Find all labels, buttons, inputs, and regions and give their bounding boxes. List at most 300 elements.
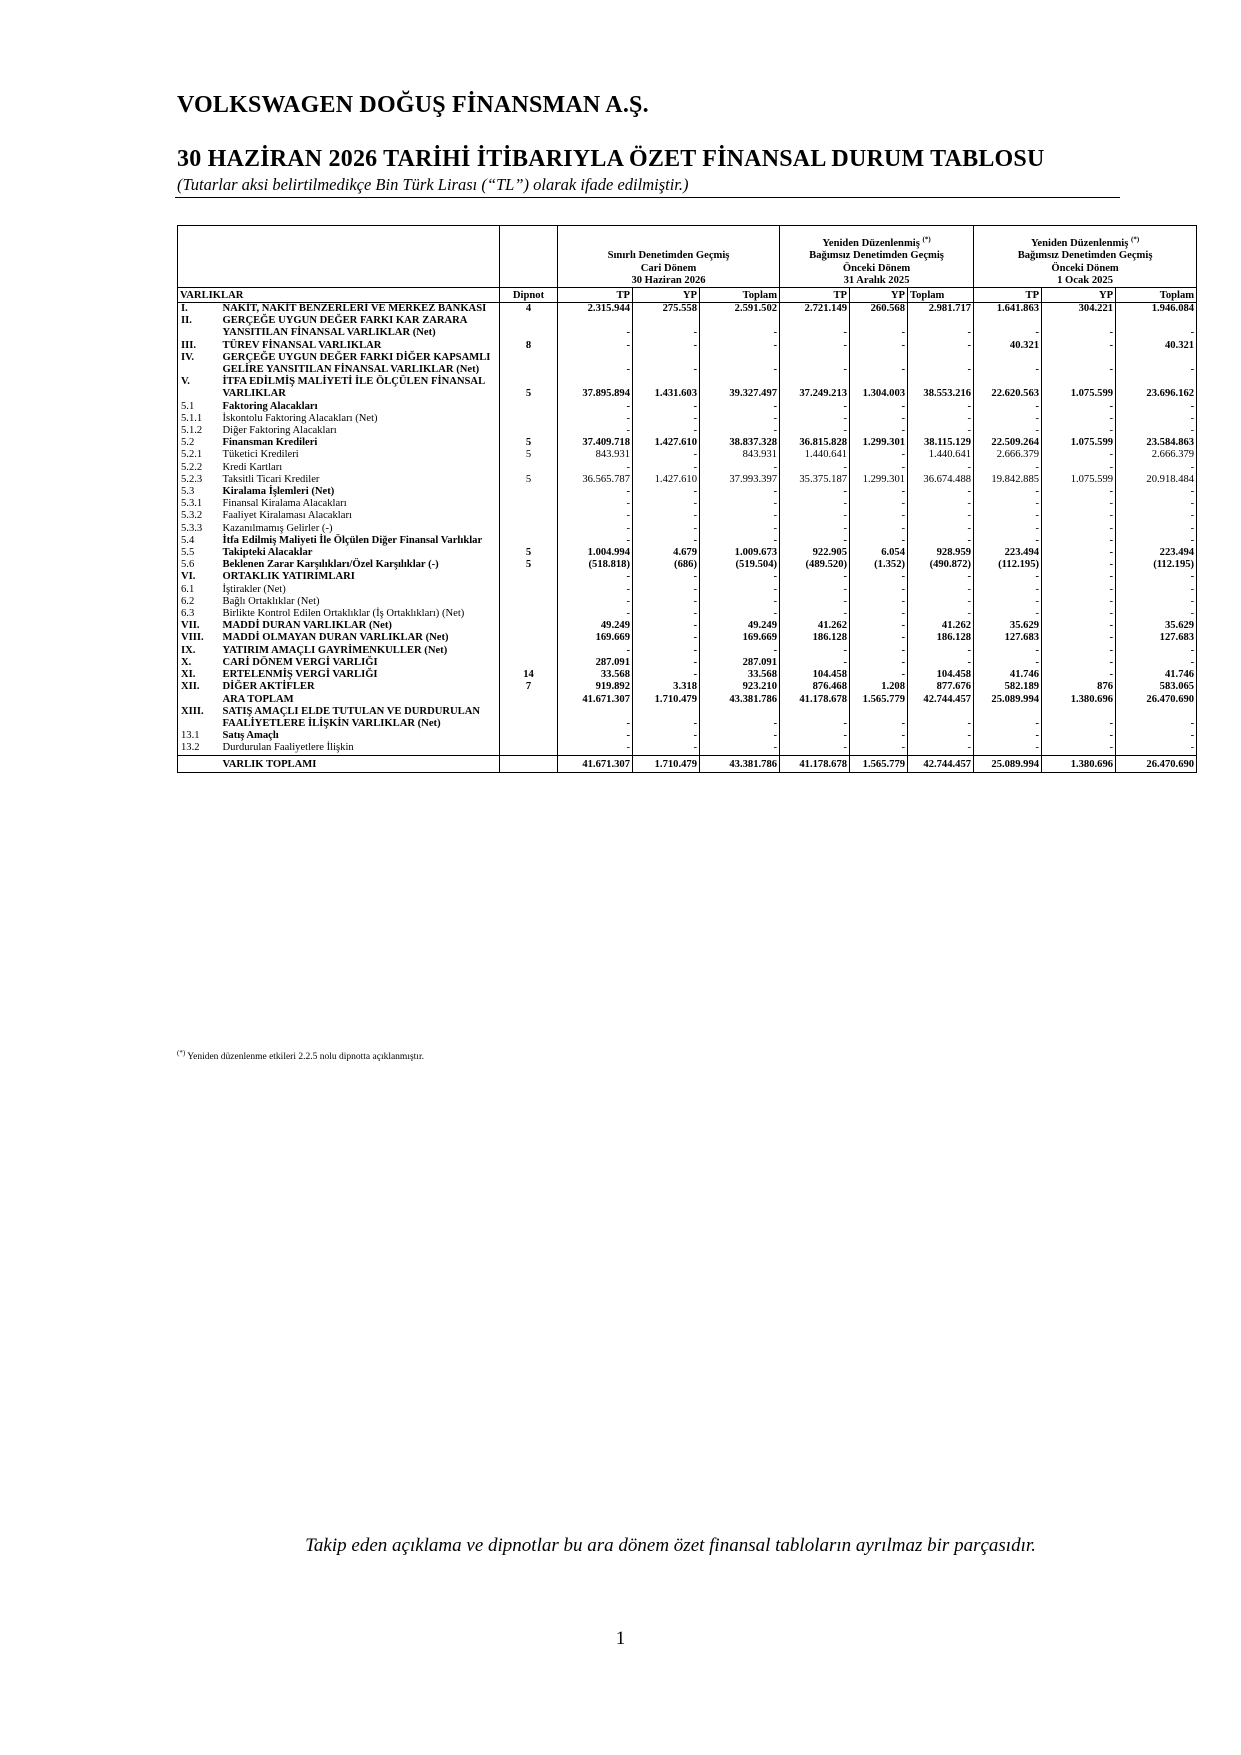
- row-value: -: [850, 596, 908, 608]
- row-value: -: [1116, 315, 1197, 339]
- row-value: -: [700, 523, 780, 535]
- row-value: -: [1042, 462, 1116, 474]
- header-tp: TP: [974, 288, 1042, 303]
- row-value: -: [1116, 742, 1197, 755]
- total-dipnot: [500, 755, 558, 772]
- row-label: Satış Amaçlı: [222, 730, 279, 742]
- row-value: -: [1042, 645, 1116, 657]
- row-value: -: [1116, 425, 1197, 437]
- row-value: -: [558, 425, 633, 437]
- row-value: 37.993.397: [700, 474, 780, 486]
- row-code: 13.1: [178, 730, 221, 742]
- row-value: 38.115.129: [908, 437, 974, 449]
- row-value: 260.568: [850, 303, 908, 316]
- row-value: -: [633, 596, 700, 608]
- row-value: -: [780, 730, 850, 742]
- table-row: [178, 340, 1197, 352]
- row-value: -: [974, 510, 1042, 522]
- row-value: -: [908, 608, 974, 620]
- row-value: -: [1116, 401, 1197, 413]
- row-code: XII.: [178, 681, 221, 693]
- row-dipnot: [500, 498, 558, 510]
- table-row: [178, 486, 1197, 498]
- row-label: Kazanılmamış Gelirler (-): [222, 522, 333, 534]
- row-value: 1.946.084: [1116, 303, 1197, 316]
- row-label: Kiralama İşlemleri (Net): [222, 486, 335, 498]
- row-dipnot: [500, 352, 558, 376]
- row-code: 5.3: [178, 486, 221, 498]
- row-value: -: [974, 352, 1042, 376]
- row-value: 23.696.162: [1116, 376, 1197, 400]
- row-value: -: [558, 596, 633, 608]
- row-code: VII.: [178, 620, 221, 632]
- row-value: -: [974, 742, 1042, 755]
- row-value: 1.299.301: [850, 437, 908, 449]
- total-label: VARLIK TOPLAMI: [221, 755, 500, 772]
- table-row: [178, 742, 1197, 755]
- row-dipnot: [500, 401, 558, 413]
- table-row: [178, 413, 1197, 425]
- row-value: -: [1116, 657, 1197, 669]
- row-value: -: [850, 608, 908, 620]
- row-value: 41.671.307: [558, 694, 633, 706]
- row-code: XIII.: [178, 706, 221, 730]
- row-value: -: [780, 510, 850, 522]
- row-dipnot: 5: [500, 437, 558, 449]
- row-value: 2.721.149: [780, 303, 850, 316]
- total-value: 25.089.994: [974, 755, 1042, 772]
- row-value: -: [1042, 596, 1116, 608]
- row-value: -: [700, 425, 780, 437]
- row-value: 40.321: [1116, 340, 1197, 352]
- row-label: Faktoring Alacakları: [222, 400, 318, 412]
- row-value: 304.221: [1042, 303, 1116, 316]
- row-value: 49.249: [700, 620, 780, 632]
- row-value: -: [974, 401, 1042, 413]
- row-value: -: [974, 523, 1042, 535]
- row-value: -: [633, 352, 700, 376]
- row-value: -: [558, 571, 633, 583]
- row-value: -: [1042, 449, 1116, 461]
- row-label: DİĞER AKTİFLER: [222, 681, 315, 693]
- header-total: Toplam: [908, 288, 974, 303]
- row-value: -: [850, 706, 908, 730]
- row-value: -: [850, 730, 908, 742]
- row-label: Tüketici Kredileri: [222, 449, 299, 461]
- row-value: -: [850, 498, 908, 510]
- row-value: -: [558, 742, 633, 755]
- row-value: -: [633, 413, 700, 425]
- row-value: 843.931: [558, 449, 633, 461]
- row-value: 33.568: [558, 669, 633, 681]
- row-value: -: [780, 535, 850, 547]
- row-value: -: [1116, 596, 1197, 608]
- row-value: -: [974, 645, 1042, 657]
- row-code: IV.: [178, 352, 221, 376]
- footnote-mark: (*): [922, 235, 931, 244]
- row-value: -: [558, 352, 633, 376]
- row-value: 38.837.328: [700, 437, 780, 449]
- row-dipnot: [500, 523, 558, 535]
- row-value: -: [558, 535, 633, 547]
- row-value: -: [700, 498, 780, 510]
- row-dipnot: [500, 632, 558, 644]
- table-row: [178, 571, 1197, 583]
- row-value: -: [1042, 510, 1116, 522]
- row-value: -: [633, 730, 700, 742]
- row-dipnot: [500, 486, 558, 498]
- row-value: -: [908, 535, 974, 547]
- row-value: 36.815.828: [780, 437, 850, 449]
- bottom-note: Takip eden açıklama ve dipnotlar bu ara dönem özet finansal tabloların ayrılmaz bir parçasıdır.: [305, 1535, 1036, 1556]
- row-value: -: [1116, 608, 1197, 620]
- row-label: TÜREV FİNANSAL VARLIKLAR: [222, 339, 382, 351]
- row-value: -: [633, 669, 700, 681]
- row-code: III.: [178, 340, 221, 352]
- row-value: (112.195): [974, 559, 1042, 571]
- header-dipnot: Dipnot: [500, 288, 558, 303]
- row-value: -: [850, 669, 908, 681]
- row-label: GERÇEĞE UYGUN DEĞER FARKI DİĞER KAPSAMLI GELİRE YANSITILAN FİNANSAL VARLIKLAR (Net): [222, 351, 491, 376]
- row-value: -: [850, 620, 908, 632]
- row-label: NAKİT, NAKİT BENZERLERİ VE MERKEZ BANKASI: [222, 303, 487, 314]
- row-dipnot: 14: [500, 669, 558, 681]
- row-value: -: [908, 706, 974, 730]
- table-row: [178, 315, 1197, 339]
- total-value: 41.671.307: [558, 755, 633, 772]
- row-value: -: [700, 645, 780, 657]
- header-yp: YP: [1042, 288, 1116, 303]
- row-code: 6.1: [178, 584, 221, 596]
- row-value: -: [974, 462, 1042, 474]
- row-value: -: [850, 462, 908, 474]
- row-value: 41.746: [1116, 669, 1197, 681]
- row-code: 5.3.2: [178, 510, 221, 522]
- row-label: Diğer Faktoring Alacakları: [222, 425, 337, 437]
- table-row: [178, 352, 1197, 376]
- row-value: 41.178.678: [780, 694, 850, 706]
- row-value: 33.568: [700, 669, 780, 681]
- row-value: 876.468: [780, 681, 850, 693]
- row-value: -: [1042, 315, 1116, 339]
- row-value: -: [558, 413, 633, 425]
- footnote: [177, 1048, 424, 1062]
- table-row: [178, 535, 1197, 547]
- row-value: -: [780, 413, 850, 425]
- row-value: -: [558, 510, 633, 522]
- row-value: -: [974, 608, 1042, 620]
- row-value: -: [850, 657, 908, 669]
- row-value: 42.744.457: [908, 694, 974, 706]
- table-row: [178, 437, 1197, 449]
- row-value: -: [974, 596, 1042, 608]
- row-value: 1.427.610: [633, 437, 700, 449]
- row-code: 5.1.2: [178, 425, 221, 437]
- row-value: 1.431.603: [633, 376, 700, 400]
- row-value: 1.427.610: [633, 474, 700, 486]
- row-dipnot: [500, 742, 558, 755]
- row-value: -: [974, 730, 1042, 742]
- footnote-mark: (*): [1131, 235, 1140, 244]
- row-value: (490.872): [908, 559, 974, 571]
- row-value: 35.375.187: [780, 474, 850, 486]
- row-code: VI.: [178, 571, 221, 583]
- row-value: -: [700, 413, 780, 425]
- row-dipnot: [500, 596, 558, 608]
- row-dipnot: [500, 657, 558, 669]
- row-value: -: [700, 706, 780, 730]
- row-code: 5.3.3: [178, 523, 221, 535]
- row-value: 20.918.484: [1116, 474, 1197, 486]
- row-value: -: [850, 413, 908, 425]
- row-label: Kredi Kartları: [222, 461, 283, 473]
- header-group-prior-dec: [780, 226, 974, 288]
- row-value: 19.842.885: [974, 474, 1042, 486]
- row-value: 104.458: [780, 669, 850, 681]
- table-row: [178, 510, 1197, 522]
- row-value: -: [1042, 498, 1116, 510]
- row-value: -: [780, 742, 850, 755]
- row-code: I.: [178, 303, 221, 316]
- row-value: -: [633, 584, 700, 596]
- row-value: 4.679: [633, 547, 700, 559]
- row-value: -: [633, 742, 700, 755]
- row-value: -: [908, 462, 974, 474]
- header-tp: TP: [780, 288, 850, 303]
- row-value: -: [700, 462, 780, 474]
- total-value: 1.710.479: [633, 755, 700, 772]
- row-value: 22.620.563: [974, 376, 1042, 400]
- row-value: 127.683: [974, 632, 1042, 644]
- header-yp: YP: [633, 288, 700, 303]
- row-value: -: [1042, 584, 1116, 596]
- balance-sheet-table: [177, 225, 1197, 773]
- row-value: -: [908, 742, 974, 755]
- page-title: 30 HAZİRAN 2026 TARİHİ İTİBARIYLA ÖZET FİNANSAL DURUM TABLOSU: [177, 146, 1045, 172]
- row-dipnot: [500, 645, 558, 657]
- row-dipnot: [500, 584, 558, 596]
- row-value: -: [908, 571, 974, 583]
- balance-sheet-table-wrap: [177, 225, 1196, 773]
- row-value: -: [558, 645, 633, 657]
- row-value: 23.584.863: [1116, 437, 1197, 449]
- row-value: -: [1116, 571, 1197, 583]
- row-value: 3.318: [633, 681, 700, 693]
- table-row: [178, 706, 1197, 730]
- table-row: [178, 376, 1197, 400]
- row-value: 169.669: [558, 632, 633, 644]
- row-value: 1.304.003: [850, 376, 908, 400]
- row-value: -: [1042, 340, 1116, 352]
- group-prior-dec-line2: Bağımsız Denetimden Geçmiş: [809, 250, 944, 262]
- row-value: -: [908, 657, 974, 669]
- row-value: -: [850, 510, 908, 522]
- row-value: 26.470.690: [1116, 694, 1197, 706]
- row-dipnot: 5: [500, 547, 558, 559]
- row-value: 22.509.264: [974, 437, 1042, 449]
- row-value: -: [780, 645, 850, 657]
- row-value: -: [558, 315, 633, 339]
- row-dipnot: [500, 510, 558, 522]
- row-code: 5.4: [178, 535, 221, 547]
- group-current-line2: Sınırlı Denetimden Geçmiş: [607, 250, 730, 262]
- row-value: 923.210: [700, 681, 780, 693]
- row-value: -: [780, 523, 850, 535]
- row-value: -: [558, 498, 633, 510]
- row-value: 41.746: [974, 669, 1042, 681]
- row-value: 843.931: [700, 449, 780, 461]
- row-value: -: [1116, 645, 1197, 657]
- footnote-text: Yeniden düzenlenme etkileri 2.2.5 nolu dipnotta açıklanmıştır.: [187, 1052, 424, 1062]
- total-value: 41.178.678: [780, 755, 850, 772]
- row-value: -: [908, 340, 974, 352]
- row-value: -: [633, 498, 700, 510]
- row-value: 1.075.599: [1042, 437, 1116, 449]
- row-value: -: [700, 486, 780, 498]
- row-value: -: [1042, 669, 1116, 681]
- row-value: 583.065: [1116, 681, 1197, 693]
- row-code: 5.5: [178, 547, 221, 559]
- table-row: [178, 620, 1197, 632]
- row-value: -: [780, 315, 850, 339]
- row-value: -: [908, 425, 974, 437]
- row-value: -: [1042, 632, 1116, 644]
- row-value: -: [908, 401, 974, 413]
- row-value: -: [908, 510, 974, 522]
- row-value: (112.195): [1116, 559, 1197, 571]
- row-code: 5.2: [178, 437, 221, 449]
- row-code: V.: [178, 376, 221, 400]
- row-dipnot: [500, 620, 558, 632]
- row-value: -: [908, 498, 974, 510]
- row-value: -: [633, 645, 700, 657]
- row-value: -: [1116, 498, 1197, 510]
- row-code: IX.: [178, 645, 221, 657]
- row-value: 223.494: [974, 547, 1042, 559]
- group-prior-dec-line4: 31 Aralık 2025: [843, 274, 910, 286]
- row-dipnot: [500, 730, 558, 742]
- row-value: 1.440.641: [780, 449, 850, 461]
- row-dipnot: [500, 706, 558, 730]
- row-value: 35.629: [1116, 620, 1197, 632]
- row-value: 1.075.599: [1042, 474, 1116, 486]
- table-row: [178, 547, 1197, 559]
- row-value: -: [1116, 352, 1197, 376]
- row-dipnot: 5: [500, 559, 558, 571]
- row-label: İştirakler (Net): [222, 583, 286, 595]
- row-value: -: [850, 535, 908, 547]
- row-value: 169.669: [700, 632, 780, 644]
- row-value: -: [633, 486, 700, 498]
- row-label: Taksitli Ticari Krediler: [222, 473, 320, 485]
- row-value: -: [780, 462, 850, 474]
- row-value: -: [974, 425, 1042, 437]
- row-value: 104.458: [908, 669, 974, 681]
- row-value: -: [558, 462, 633, 474]
- row-label: İTFA EDİLMİŞ MALİYETİ İLE ÖLÇÜLEN FİNANSAL VARLIKLAR: [222, 376, 485, 400]
- row-value: 36.565.787: [558, 474, 633, 486]
- row-value: 38.553.216: [908, 376, 974, 400]
- row-value: -: [908, 523, 974, 535]
- row-value: 2.981.717: [908, 303, 974, 316]
- row-code: 5.2.1: [178, 449, 221, 461]
- row-label: Birlikte Kontrol Edilen Ortaklıklar (İş Ortaklıkları) (Net): [222, 608, 465, 620]
- row-value: -: [974, 498, 1042, 510]
- row-value: 1.075.599: [1042, 376, 1116, 400]
- row-label: GERÇEĞE UYGUN DEĞER FARKI KAR ZARARA YANSITILAN FİNANSAL VARLIKLAR (Net): [222, 315, 467, 339]
- row-label: SATIŞ AMAÇLI ELDE TUTULAN VE DURDURULAN FAALİYETLERE İLİŞKİN VARLIKLAR (Net): [222, 705, 481, 729]
- table-row: [178, 730, 1197, 742]
- row-code: 5.1.1: [178, 413, 221, 425]
- row-value: -: [700, 315, 780, 339]
- table-row: [178, 523, 1197, 535]
- row-dipnot: 5: [500, 449, 558, 461]
- row-value: 928.959: [908, 547, 974, 559]
- row-value: -: [1042, 608, 1116, 620]
- row-value: -: [700, 730, 780, 742]
- row-value: -: [558, 486, 633, 498]
- row-label: CARİ DÖNEM VERGİ VARLIĞI: [222, 656, 378, 668]
- row-value: -: [908, 315, 974, 339]
- row-value: 37.249.213: [780, 376, 850, 400]
- row-code: 13.2: [178, 742, 221, 755]
- header-tp: TP: [558, 288, 633, 303]
- row-code: [178, 694, 221, 706]
- row-dipnot: [500, 694, 558, 706]
- row-value: 1.565.779: [850, 694, 908, 706]
- row-dipnot: 4: [500, 303, 558, 316]
- total-value: 26.470.690: [1116, 755, 1197, 772]
- row-value: 1.380.696: [1042, 694, 1116, 706]
- row-value: -: [850, 425, 908, 437]
- row-value: -: [700, 608, 780, 620]
- row-label: Beklenen Zarar Karşılıkları/Özel Karşılıklar (-): [222, 559, 439, 571]
- row-dipnot: [500, 462, 558, 474]
- row-value: 1.440.641: [908, 449, 974, 461]
- row-value: -: [633, 340, 700, 352]
- group-prior-dec-line3: Önceki Dönem: [842, 262, 911, 274]
- row-value: (489.520): [780, 559, 850, 571]
- row-value: -: [558, 401, 633, 413]
- table-row: [178, 303, 1197, 316]
- table-row: [178, 657, 1197, 669]
- row-value: -: [974, 315, 1042, 339]
- row-dipnot: [500, 413, 558, 425]
- row-value: 2.666.379: [1116, 449, 1197, 461]
- row-code: 5.6: [178, 559, 221, 571]
- row-value: -: [850, 571, 908, 583]
- row-value: -: [1042, 535, 1116, 547]
- row-value: 1.208: [850, 681, 908, 693]
- group-prior-jan-line1: Yeniden Düzenlenmiş: [1030, 238, 1129, 250]
- row-label: İtfa Edilmiş Maliyeti İle Ölçülen Diğer Finansal Varlıklar: [222, 534, 483, 546]
- header-dipnot-blank: [500, 226, 558, 288]
- table-row: [178, 462, 1197, 474]
- row-value: -: [780, 706, 850, 730]
- group-prior-jan-line3: Önceki Dönem: [1051, 262, 1119, 274]
- row-value: -: [633, 571, 700, 583]
- row-value: -: [633, 523, 700, 535]
- row-value: -: [1042, 657, 1116, 669]
- total-value: 1.380.696: [1042, 755, 1116, 772]
- row-value: 37.895.894: [558, 376, 633, 400]
- row-dipnot: [500, 571, 558, 583]
- row-value: -: [558, 584, 633, 596]
- row-dipnot: 5: [500, 376, 558, 400]
- row-value: 582.189: [974, 681, 1042, 693]
- row-value: -: [1116, 413, 1197, 425]
- header-total: Toplam: [700, 288, 780, 303]
